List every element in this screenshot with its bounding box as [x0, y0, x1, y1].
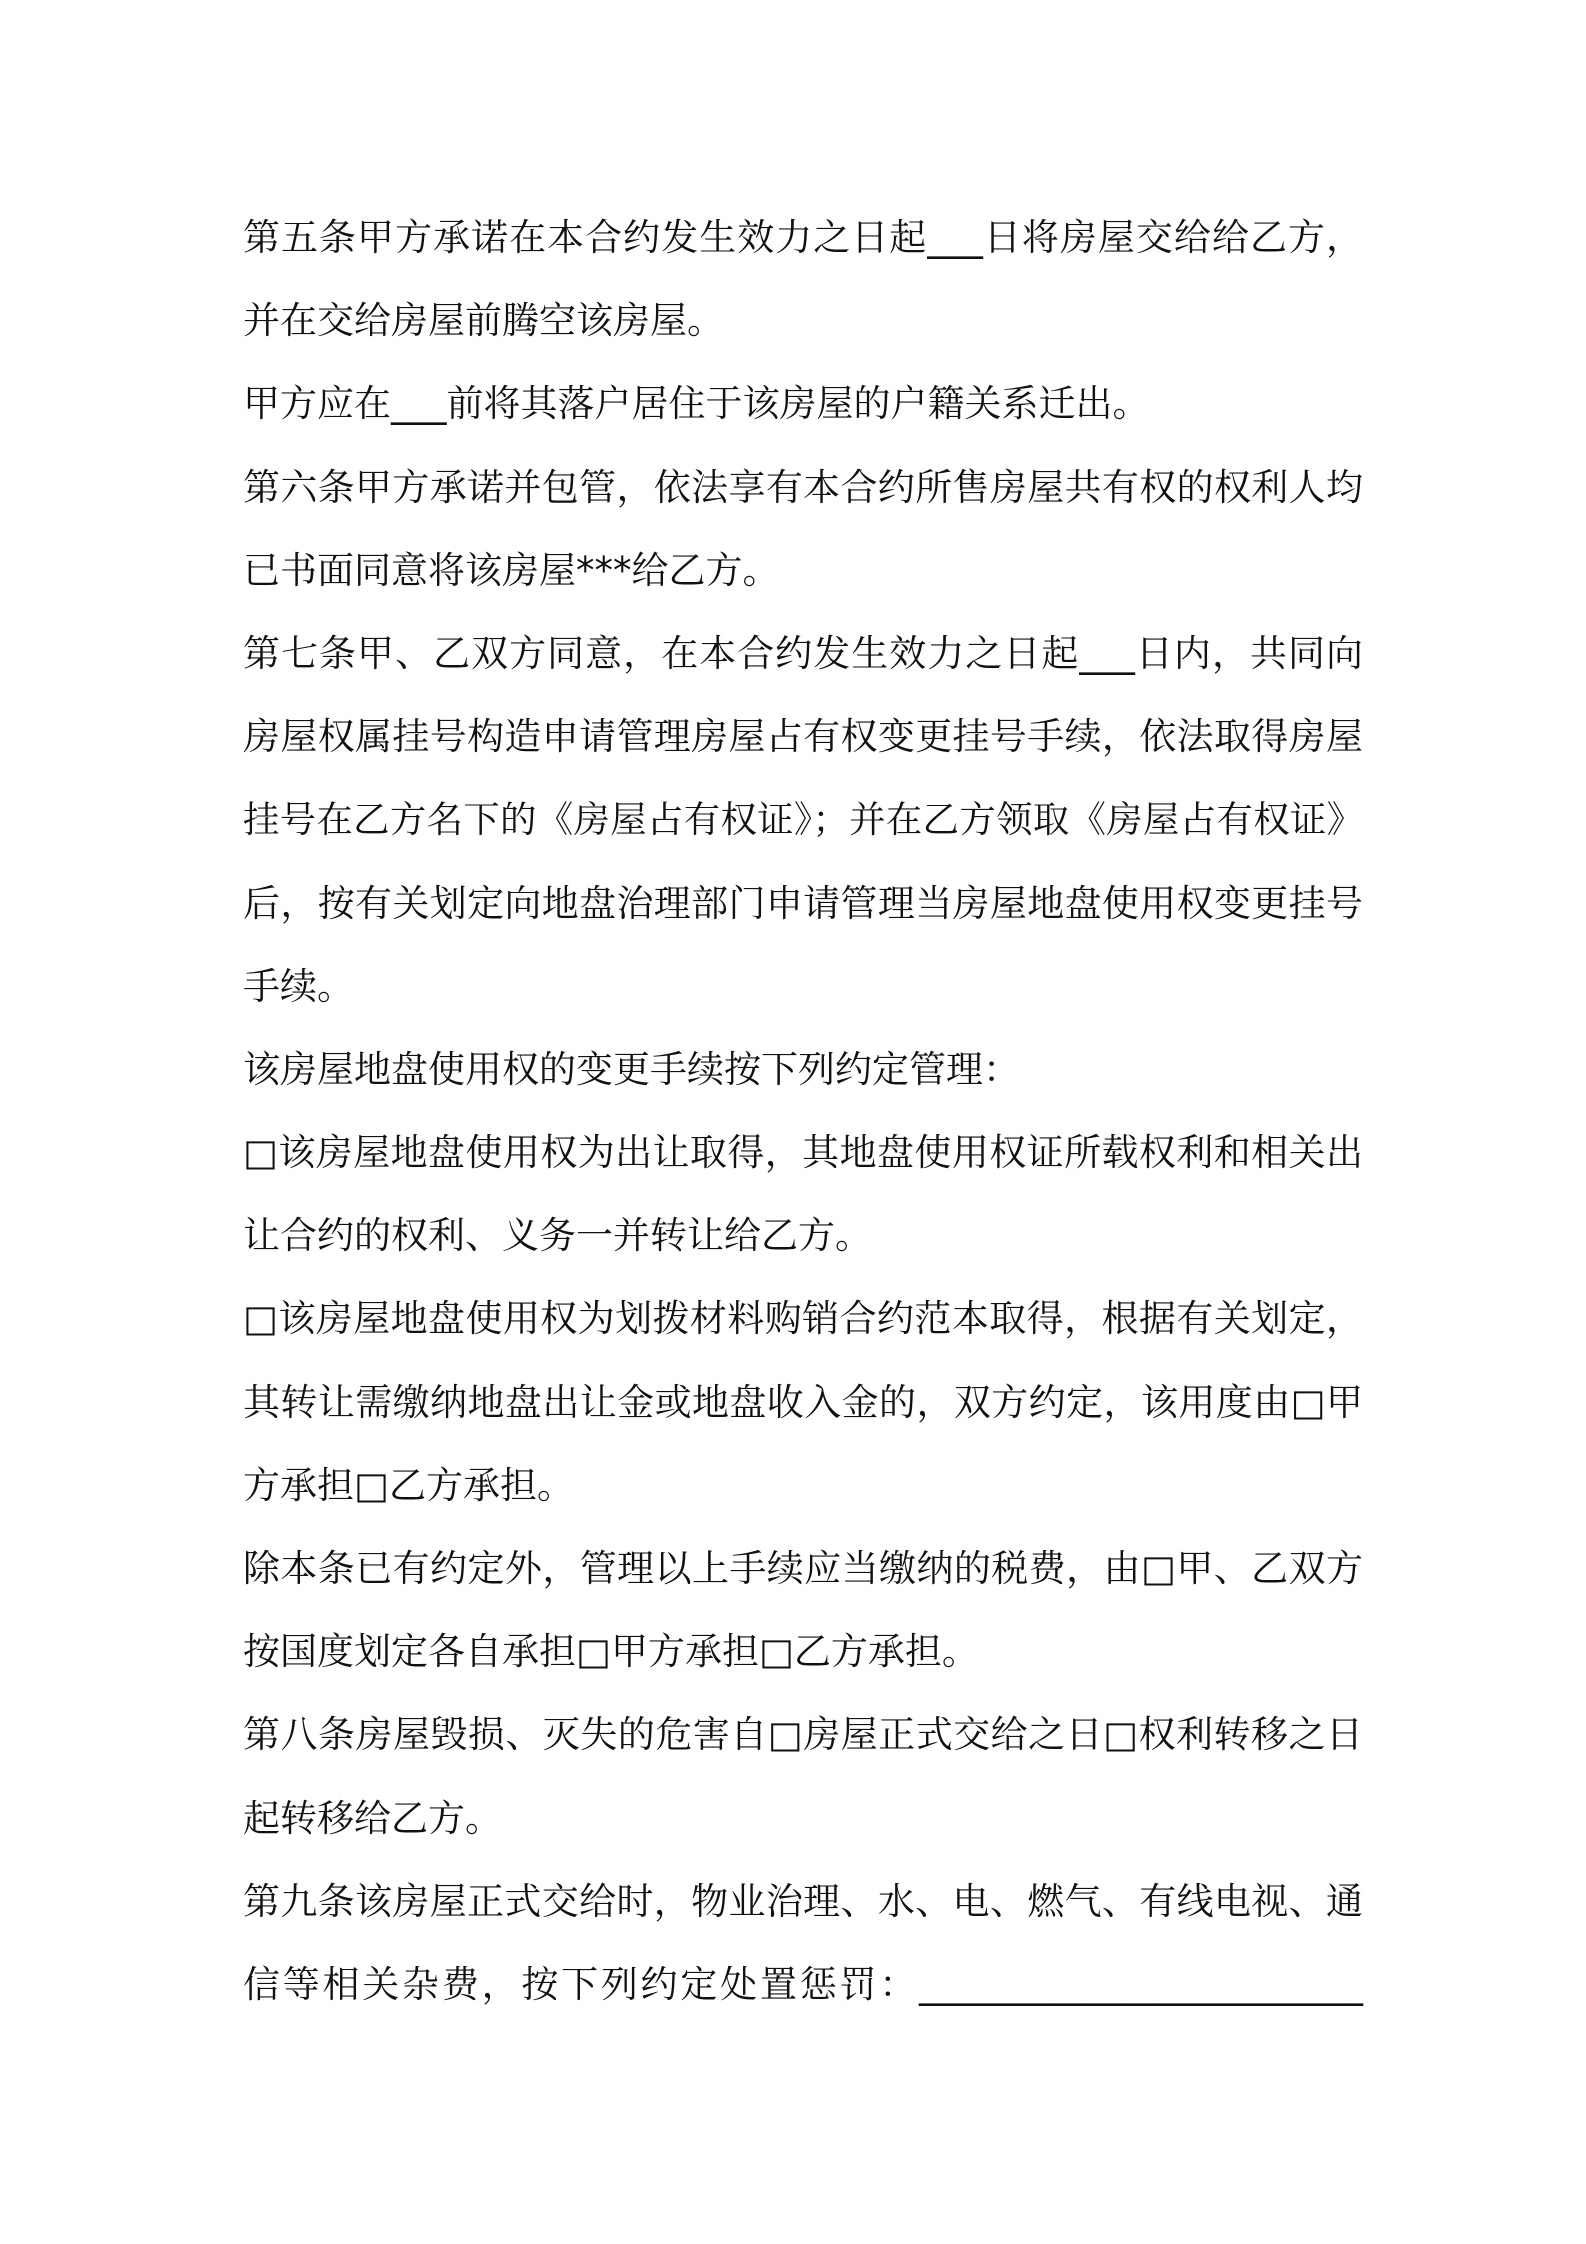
text-line: 房屋权属挂号构造申请管理房屋占有权变更挂号手续，依法取得房屋: [243, 715, 1363, 759]
text-line: 按国度划定各自承担□甲方承担□乙方承担。: [243, 1630, 979, 1674]
text-line: 第六条甲方承诺并包管，依法享有本合约所售房屋共有权的权利人均: [243, 465, 1363, 509]
text-line: 信等相关杂费，按下列约定处置惩罚：________________________: [243, 1962, 1363, 2006]
text-line: 方承担□乙方承担。: [243, 1463, 574, 1507]
text-line: 让合约的权利、义务一并转让给乙方。: [243, 1214, 872, 1258]
text-line: 挂号在乙方名下的《房屋占有权证》；并在乙方领取《房屋占有权证》: [243, 798, 1363, 842]
text-line: □该房屋地盘使用权为出让取得，其地盘使用权证所载权利和相关出: [243, 1131, 1363, 1175]
text-line: □该房屋地盘使用权为划拨材料购销合约范本取得，根据有关划定，: [243, 1297, 1363, 1341]
text-line: 其转让需缴纳地盘出让金或地盘收入金的，双方约定，该用度由□甲: [243, 1380, 1363, 1424]
text-line: 第九条该房屋正式交给时，物业治理、水、电、燃气、有线电视、通: [243, 1879, 1363, 1923]
text-line: 第七条甲、乙双方同意，在本合约发生效力之日起___日内，共同向: [243, 631, 1363, 675]
text-line: 并在交给房屋前腾空该房屋。: [243, 299, 724, 343]
text-line: 除本条已有约定外，管理以上手续应当缴纳的税费，由□甲、乙双方: [243, 1547, 1363, 1590]
text-line: 甲方应在___前将其落户居住于该房屋的户籍关系迁出。: [243, 382, 1150, 426]
text-line: 该房屋地盘使用权的变更手续按下列约定管理：: [243, 1047, 1020, 1091]
text-line: 后，按有关划定向地盘治理部门申请管理当房屋地盘使用权变更挂号: [243, 881, 1363, 925]
text-line: 起转移给乙方。: [243, 1796, 502, 1840]
text-line: 第八条房屋毁损、灭失的危害自□房屋正式交给之日□权利转移之日: [243, 1713, 1363, 1757]
contract-text-body: [243, 196, 1363, 2026]
text-line: 已书面同意将该房屋***给乙方。: [243, 548, 780, 592]
text-line: 手续。: [243, 964, 354, 1008]
text-line: 第五条甲方承诺在本合约发生效力之日起___日将房屋交给给乙方，: [243, 216, 1363, 259]
